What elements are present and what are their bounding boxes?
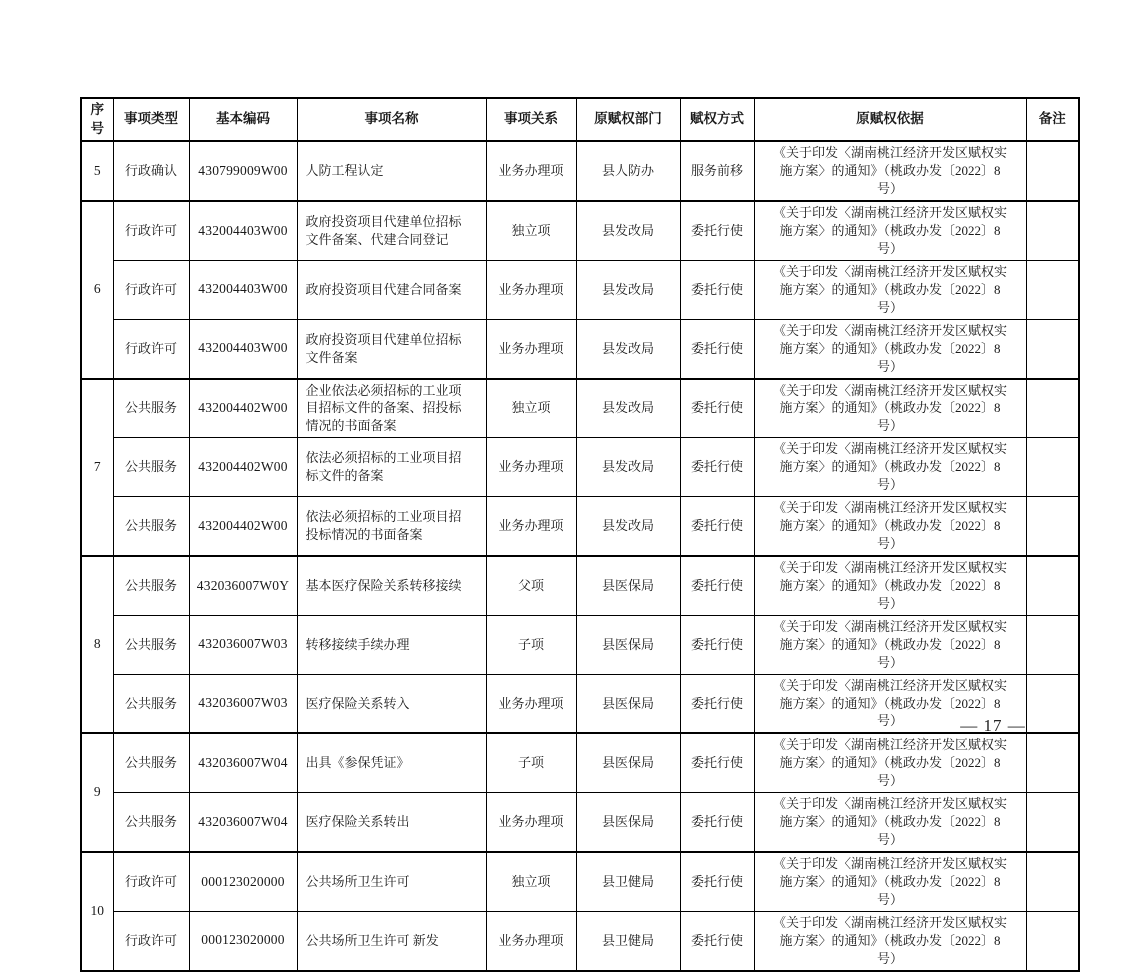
cell-name: 公共场所卫生许可 新发 [297,911,486,970]
cell-basis: 《关于印发〈湖南桃江经济开发区赋权实施方案〉的通知》（桃政办发〔2022〕8 号） [754,556,1026,615]
table-row [81,674,1079,733]
cell-relation: 业务办理项 [486,438,576,497]
column-header-basis: 原赋权依据 [754,98,1026,141]
cell-code: 432004402W00 [189,497,297,556]
cell-code: 432004403W00 [189,319,297,378]
cell-department: 县医保局 [576,556,680,615]
cell-department: 县发改局 [576,260,680,319]
cell-name: 医疗保险关系转出 [297,793,486,852]
cell-relation: 父项 [486,556,576,615]
cell-seq-number: 9 [81,733,113,852]
cell-code: 432036007W03 [189,674,297,733]
cell-department: 县医保局 [576,674,680,733]
cell-remark [1026,141,1079,201]
authorization-items-table [80,97,1080,972]
cell-method: 委托行使 [680,556,754,615]
table-header-row [81,98,1079,141]
cell-department: 县卫健局 [576,911,680,970]
cell-type: 公共服务 [113,497,189,556]
cell-code: 432004402W00 [189,379,297,438]
table-row [81,319,1079,378]
cell-code: 000123020000 [189,852,297,911]
cell-type: 公共服务 [113,793,189,852]
cell-remark [1026,201,1079,260]
cell-basis: 《关于印发〈湖南桃江经济开发区赋权实施方案〉的通知》（桃政办发〔2022〕8 号） [754,674,1026,733]
cell-relation: 业务办理项 [486,674,576,733]
cell-code: 432036007W04 [189,733,297,792]
cell-name: 依法必须招标的工业项目招标文件的备案 [297,438,486,497]
cell-type: 公共服务 [113,556,189,615]
cell-type: 行政许可 [113,201,189,260]
cell-method: 委托行使 [680,793,754,852]
cell-relation: 业务办理项 [486,260,576,319]
cell-method: 委托行使 [680,438,754,497]
cell-remark [1026,497,1079,556]
cell-remark [1026,615,1079,674]
table-row [81,260,1079,319]
cell-department: 县发改局 [576,497,680,556]
cell-method: 委托行使 [680,615,754,674]
column-header-method: 赋权方式 [680,98,754,141]
cell-relation: 子项 [486,733,576,792]
table-row [81,911,1079,970]
cell-type: 行政许可 [113,319,189,378]
table-row [81,201,1079,260]
table-row [81,793,1079,852]
cell-seq-number: 5 [81,141,113,201]
table-row [81,615,1079,674]
cell-code: 430799009W00 [189,141,297,201]
cell-type: 行政许可 [113,852,189,911]
cell-type: 公共服务 [113,615,189,674]
cell-department: 县医保局 [576,733,680,792]
column-header-relation: 事项关系 [486,98,576,141]
table-row [81,497,1079,556]
cell-type: 行政确认 [113,141,189,201]
cell-remark [1026,911,1079,970]
cell-name: 政府投资项目代建单位招标文件备案 [297,319,486,378]
cell-basis: 《关于印发〈湖南桃江经济开发区赋权实施方案〉的通知》（桃政办发〔2022〕8 号） [754,141,1026,201]
cell-type: 公共服务 [113,438,189,497]
cell-remark [1026,556,1079,615]
cell-department: 县医保局 [576,793,680,852]
cell-type: 公共服务 [113,674,189,733]
cell-remark [1026,260,1079,319]
cell-basis: 《关于印发〈湖南桃江经济开发区赋权实施方案〉的通知》（桃政办发〔2022〕8 号） [754,793,1026,852]
cell-method: 服务前移 [680,141,754,201]
cell-name: 政府投资项目代建合同备案 [297,260,486,319]
cell-name: 医疗保险关系转入 [297,674,486,733]
cell-name: 企业依法必须招标的工业项目招标文件的备案、招投标情况的书面备案 [297,379,486,438]
cell-basis: 《关于印发〈湖南桃江经济开发区赋权实施方案〉的通知》（桃政办发〔2022〕8 号） [754,733,1026,792]
cell-name: 出具《参保凭证》 [297,733,486,792]
cell-relation: 业务办理项 [486,911,576,970]
cell-seq-number: 6 [81,201,113,378]
cell-remark [1026,852,1079,911]
cell-department: 县人防办 [576,141,680,201]
column-header-seq: 序号 [81,98,113,141]
cell-code: 432036007W0Y [189,556,297,615]
column-header-type: 事项类型 [113,98,189,141]
cell-seq-number: 10 [81,852,113,971]
column-header-department: 原赋权部门 [576,98,680,141]
cell-method: 委托行使 [680,319,754,378]
cell-name: 转移接续手续办理 [297,615,486,674]
cell-method: 委托行使 [680,201,754,260]
cell-method: 委托行使 [680,674,754,733]
cell-name: 基本医疗保险关系转移接续 [297,556,486,615]
cell-department: 县发改局 [576,438,680,497]
table-row [81,379,1079,438]
cell-type: 行政许可 [113,911,189,970]
cell-basis: 《关于印发〈湖南桃江经济开发区赋权实施方案〉的通知》（桃政办发〔2022〕8 号） [754,911,1026,970]
cell-type: 公共服务 [113,379,189,438]
cell-department: 县医保局 [576,615,680,674]
cell-basis: 《关于印发〈湖南桃江经济开发区赋权实施方案〉的通知》（桃政办发〔2022〕8 号） [754,260,1026,319]
cell-method: 委托行使 [680,379,754,438]
cell-basis: 《关于印发〈湖南桃江经济开发区赋权实施方案〉的通知》（桃政办发〔2022〕8 号） [754,852,1026,911]
cell-type: 公共服务 [113,733,189,792]
table-row [81,141,1079,201]
cell-seq-number: 7 [81,379,113,556]
cell-relation: 业务办理项 [486,793,576,852]
cell-relation: 业务办理项 [486,497,576,556]
cell-code: 432004403W00 [189,260,297,319]
cell-type: 行政许可 [113,260,189,319]
cell-remark [1026,793,1079,852]
cell-name: 公共场所卫生许可 [297,852,486,911]
table-row [81,438,1079,497]
cell-code: 432004402W00 [189,438,297,497]
cell-department: 县发改局 [576,379,680,438]
cell-relation: 独立项 [486,201,576,260]
cell-name: 人防工程认定 [297,141,486,201]
cell-relation: 子项 [486,615,576,674]
cell-code: 432004403W00 [189,201,297,260]
cell-basis: 《关于印发〈湖南桃江经济开发区赋权实施方案〉的通知》（桃政办发〔2022〕8 号） [754,615,1026,674]
cell-remark [1026,319,1079,378]
cell-code: 432036007W03 [189,615,297,674]
table-row [81,556,1079,615]
cell-relation: 业务办理项 [486,319,576,378]
cell-department: 县发改局 [576,319,680,378]
column-header-code: 基本编码 [189,98,297,141]
cell-relation: 独立项 [486,852,576,911]
table-row [81,733,1079,792]
cell-method: 委托行使 [680,733,754,792]
cell-remark [1026,733,1079,792]
cell-name: 政府投资项目代建单位招标文件备案、代建合同登记 [297,201,486,260]
cell-department: 县发改局 [576,201,680,260]
cell-basis: 《关于印发〈湖南桃江经济开发区赋权实施方案〉的通知》（桃政办发〔2022〕8 号） [754,319,1026,378]
column-header-remark: 备注 [1026,98,1079,141]
cell-basis: 《关于印发〈湖南桃江经济开发区赋权实施方案〉的通知》（桃政办发〔2022〕8 号） [754,497,1026,556]
cell-relation: 独立项 [486,379,576,438]
page-number: — 17 — [960,716,1026,735]
cell-method: 委托行使 [680,497,754,556]
cell-basis: 《关于印发〈湖南桃江经济开发区赋权实施方案〉的通知》（桃政办发〔2022〕8 号） [754,379,1026,438]
cell-seq-number: 8 [81,556,113,733]
cell-basis: 《关于印发〈湖南桃江经济开发区赋权实施方案〉的通知》（桃政办发〔2022〕8 号） [754,438,1026,497]
cell-remark [1026,438,1079,497]
cell-basis: 《关于印发〈湖南桃江经济开发区赋权实施方案〉的通知》（桃政办发〔2022〕8 号） [754,201,1026,260]
cell-relation: 业务办理项 [486,141,576,201]
cell-code: 000123020000 [189,911,297,970]
cell-remark [1026,379,1079,438]
cell-code: 432036007W04 [189,793,297,852]
cell-name: 依法必须招标的工业项目招投标情况的书面备案 [297,497,486,556]
cell-department: 县卫健局 [576,852,680,911]
table-row [81,852,1079,911]
cell-method: 委托行使 [680,852,754,911]
cell-method: 委托行使 [680,911,754,970]
cell-method: 委托行使 [680,260,754,319]
column-header-name: 事项名称 [297,98,486,141]
